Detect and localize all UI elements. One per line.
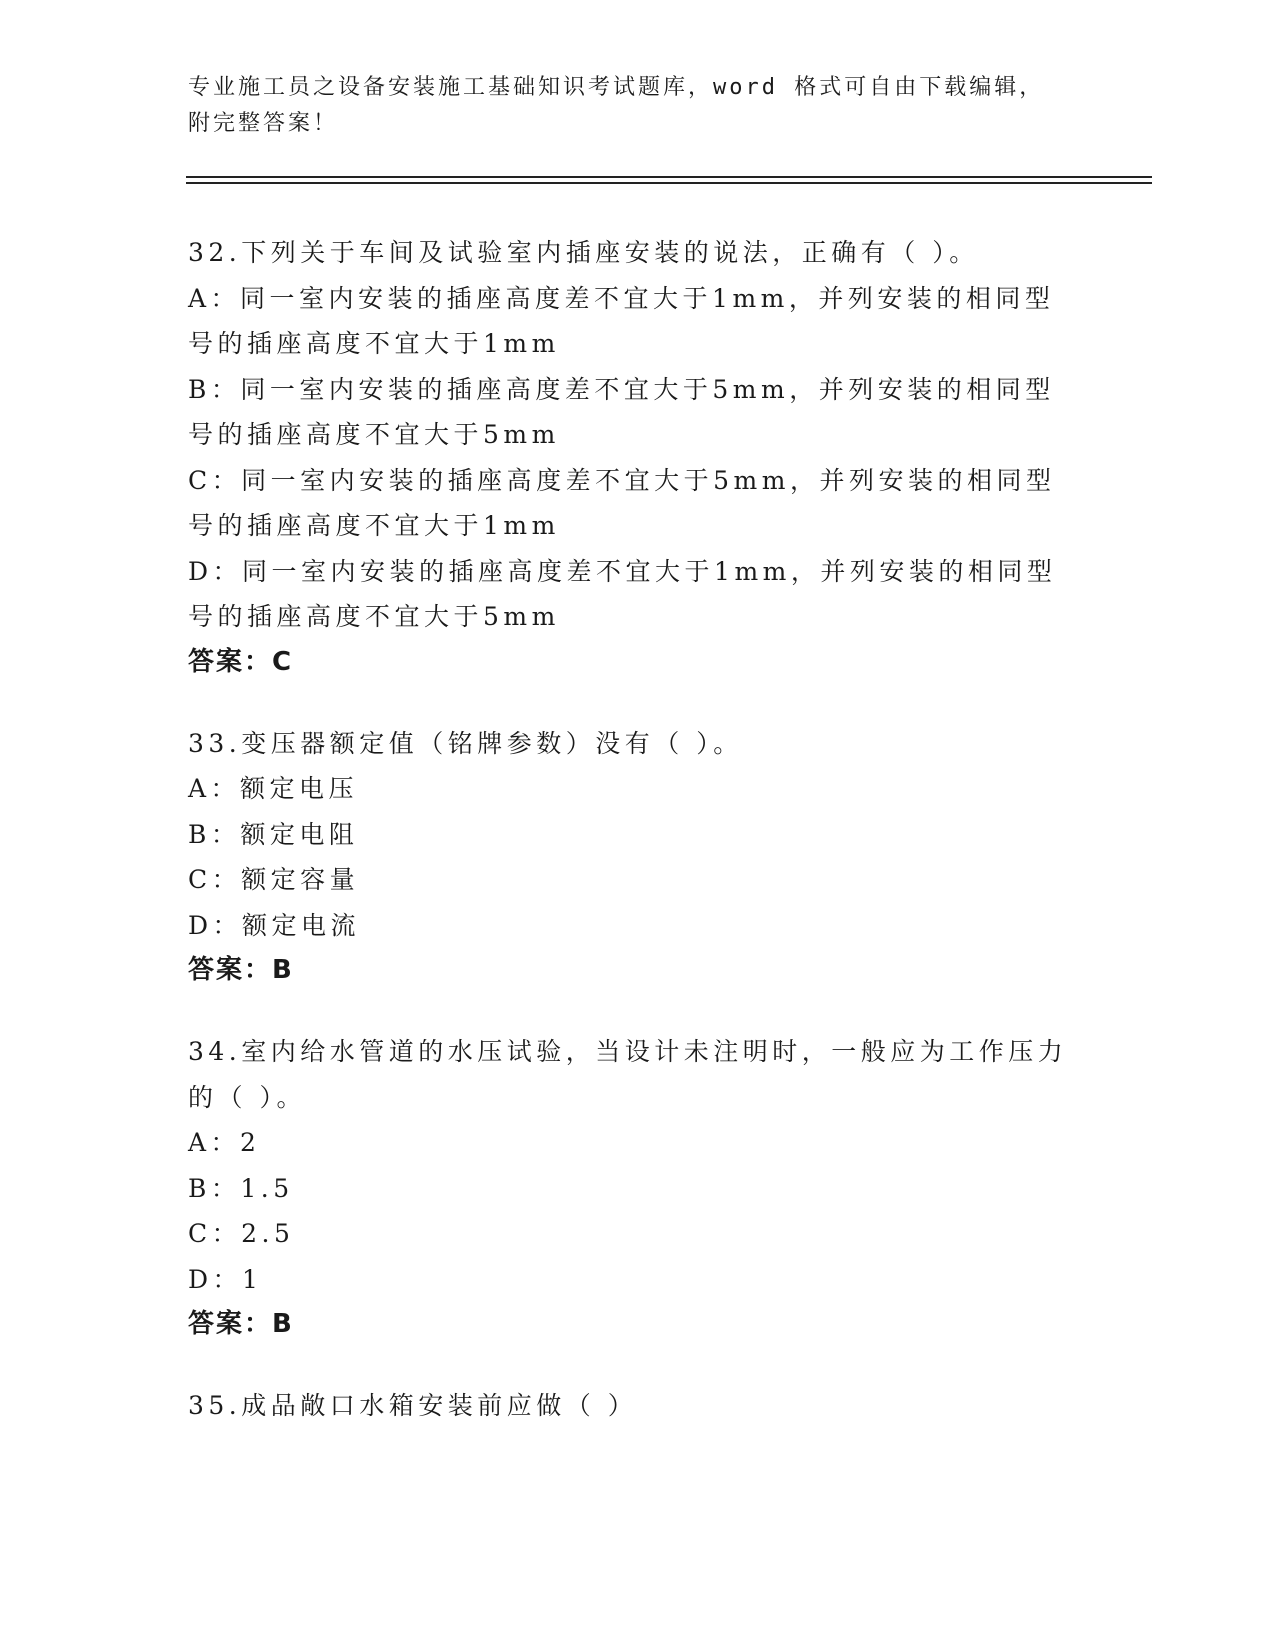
question-32 (188, 230, 1068, 685)
option-a: A：同一室内安装的插座高度差不宜大于1mm，并列安装的相同型号的插座高度不宜大于1mm (188, 283, 1055, 358)
question-35 (188, 1383, 1068, 1429)
option-c: C：2.5 (188, 1219, 295, 1248)
option-c: C：同一室内安装的插座高度差不宜大于5mm，并列安装的相同型号的插座高度不宜大于1mm (188, 465, 1056, 540)
question-stem: 35.成品敞口水箱安装前应做（ ） (188, 1391, 638, 1420)
option-d: D：额定电流 (188, 910, 361, 940)
question-list (188, 230, 1068, 1465)
header-rule-bottom (186, 182, 1152, 184)
answer-label: 答案：B (188, 955, 294, 985)
question-34 (188, 1029, 1068, 1347)
answer-label: 答案：B (188, 1309, 294, 1339)
header-rule-top (186, 176, 1152, 178)
question-stem: 32.下列关于车间及试验室内插座安装的说法，正确有（ ）。 (188, 238, 979, 267)
option-d: D：同一室内安装的插座高度差不宜大于1mm，并列安装的相同型号的插座高度不宜大于5mm (188, 556, 1057, 631)
option-b: B：1.5 (188, 1173, 294, 1203)
option-a: A：额定电压 (188, 774, 359, 803)
option-b: B：额定电阻 (188, 819, 359, 849)
question-stem: 34.室内给水管道的水压试验，当设计未注明时，一般应为工作压力的（ ）。 (188, 1037, 1068, 1112)
option-a: A：2 (188, 1128, 261, 1157)
answer-label: 答案：C (188, 646, 294, 677)
document-header: 专业施工员之设备安装施工基础知识考试题库，word 格式可自由下载编辑，附完整答案！ (188, 75, 1045, 136)
question-stem: 33.变压器额定值（铭牌参数）没有（ ）。 (188, 728, 743, 758)
option-b: B：同一室内安装的插座高度差不宜大于5mm，并列安装的相同型号的插座高度不宜大于5mm (188, 374, 1055, 449)
option-c: C：额定容量 (188, 865, 360, 894)
question-33 (188, 721, 1068, 994)
option-d: D：1 (188, 1264, 263, 1294)
